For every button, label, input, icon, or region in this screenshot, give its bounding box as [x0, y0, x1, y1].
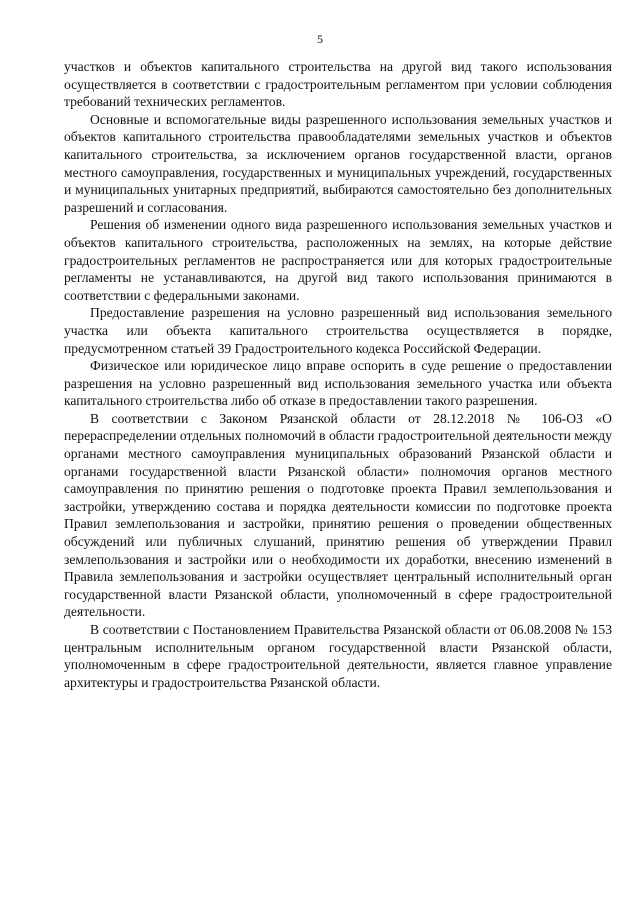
paragraph-permitted-use-selection: Основные и вспомогательные виды разрешенного использования земельных участков и объектов капитального строительства правообладателями земельных участков и объектов капитального строительства, за исключением органов государственной власти, органов местного самоуправления, государственных и муниципальных учреждений, государственных и муниципальных унитарных предприятий, выбираются самостоятельно без дополнительных разрешений и согласования. [64, 111, 612, 215]
paragraph-use-change-decisions: Решения об изменении одного вида разрешенного использования земельных участков и объектов капитального строительства, расположенных на землях, на которые действие градостроительных регламентов не распространяется или для которых градостроительные регламенты не устанавливаются, на другой вид такого использования принимаются в соответствии с федеральными законами. [64, 217, 612, 303]
paragraph-regional-law: В соответствии с Законом Рязанской области от 28.12.2018 № 106-ОЗ «О перераспределении отдельных полномочий в области градостроительной деятельности между органами местного самоуправления муниципальных образований Рязанской области и органами государственной власти Рязанской области» полномочия органов местного самоуправления по принятию решения о подготовке проекта Правил землепользования и застройки, утверждению состава и порядка деятельности комиссии по подготовке проекта Правил землепользования и застройки, принятию решения о проведении общественных обсуждений или публичных слушаний, принятию решения об утверждении Правил землепользования и застройки или о необходимости их доработки, внесению изменений в Правила землепользования и застройки осуществляет центральный исполнительный орган государственной власти Рязанской области, уполномоченный в сфере градостроительной деятельности. [64, 410, 612, 620]
page-number: 5 [317, 32, 323, 46]
paragraph-conditional-use-permit: Предоставление разрешения на условно разрешенный вид использования земельного участка или объекта капитального строительства осуществляется в порядке, предусмотренном статьей 39 Градостроительного кодекса Российской Федерации. [64, 305, 612, 356]
paragraph-government-resolution: В соответствии с Постановлением Правительства Рязанской области от 06.08.2008 № 153 центральным исполнительным органом государственной власти Рязанской области, уполномоченным в сфере градостроительной деятельности, является главное управление архитектуры и градостроительства Рязанской области. [64, 622, 612, 690]
paragraph-continuation: участков и объектов капитального строительства на другой вид такого использования осуществляется в соответствии с градостроительным регламентом при условии соблюдения требований технических регламентов. [64, 59, 612, 110]
paragraph-court-appeal: Физическое или юридическое лицо вправе оспорить в суде решение о предоставлении разрешения на условно разрешенный вид использования земельного участка или объекта капитального строительства либо об отказе в предоставлении такого разрешения. [64, 358, 612, 409]
document-body [64, 58, 612, 691]
